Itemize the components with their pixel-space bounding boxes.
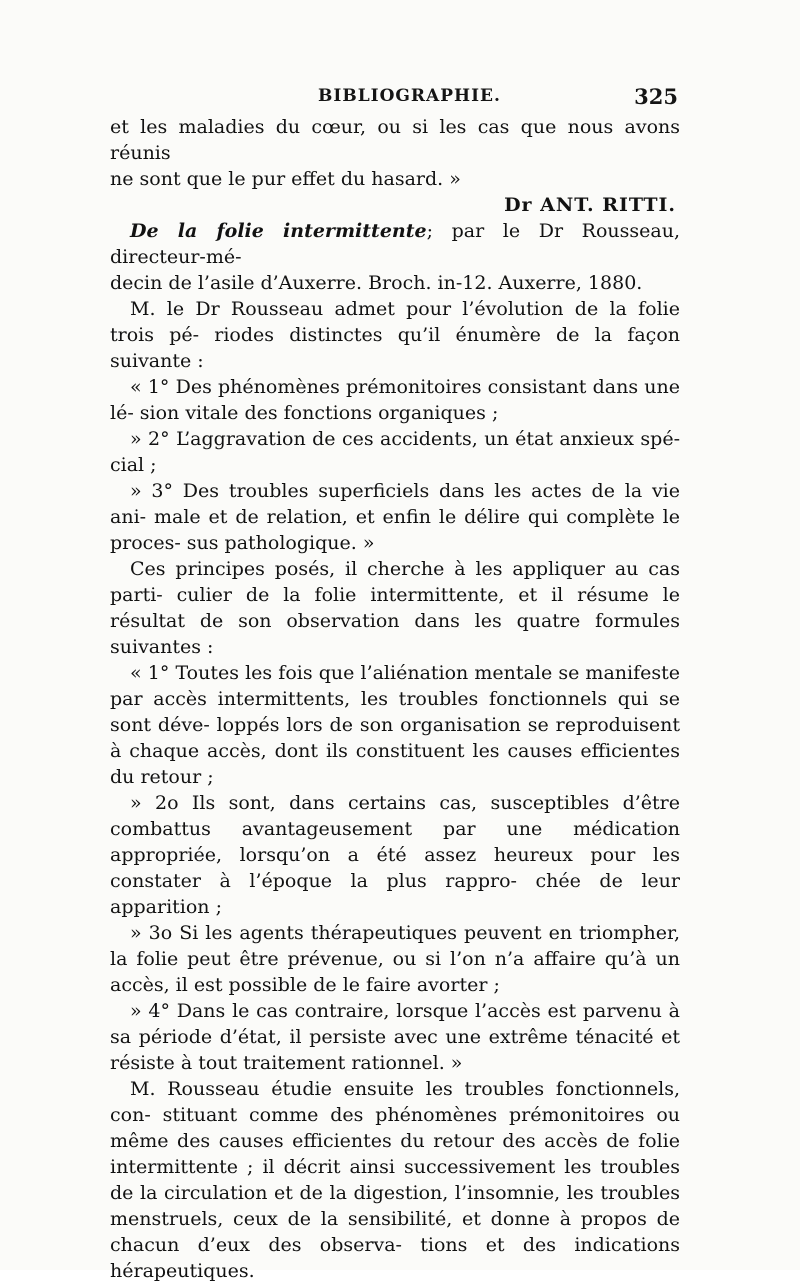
body-paragraph-4: » 3° Des troubles superficiels dans les actes de la vie ani- male et de relation, et enfin le délire qui complète le proces- sus pathologique. » [110,480,680,554]
opening-line-1: et les maladies du cœur, ou si les cas que nous avons réunis [110,116,680,164]
body-paragraph-9: » 4° Dans le cas contraire, lorsque l’accès est parvenu à sa période d’état, il persiste avec une extrême ténacité et résiste à tout traitement rationnel. » [110,1000,680,1074]
opening-line-2: ne sont que le pur effet du hasard. » [110,168,461,190]
body-paragraph-3: » 2° L’aggravation de ces accidents, un état anxieux spé- cial ; [110,428,680,476]
page-body [110,114,680,1284]
body-paragraph-6: « 1° Toutes les fois que l’aliénation mentale se manifeste par accès intermittents, les troubles fonctionnels qui se sont déve- loppés lors de son organisation se reproduisent à chaque accès, dont ils constituent les causes efficientes du retour ; [110,662,680,788]
page-number: 325 [634,84,678,109]
body-paragraph-8: » 3o Si les agents thérapeutiques peuvent en triompher, la folie peut être prévenue, ou si l’on n’a affaire qu’à un accès, il est possible de le faire avorter ; [110,922,680,996]
review-publication-line: decin de l’asile d’Auxerre. Broch. in-12. Auxerre, 1880. [110,272,643,294]
body-paragraph-1: M. le Dr Rousseau admet pour l’évolution de la folie trois pé- riodes distinctes qu’il énumère de la façon suivante : [110,298,680,372]
body-paragraph-10: M. Rousseau étudie ensuite les troubles fonctionnels, con- stituant comme des phénomènes prémonitoires ou même des causes efficientes du retour des accès de folie intermittente ; il décrit ainsi successivement les troubles de la circulation et de la digestion, l’insomnie, les troubles menstruels, ceux de la sensibilité, et donne à propos de chacun d’eux des observa- tions et des indications hérapeutiques. [110,1078,680,1282]
review-title-rest: ; par le Dr Rousseau, directeur-mé- [110,220,680,268]
review-title: De la folie intermittente [130,220,427,242]
page-header [110,86,680,116]
signature: Dr ANT. RITTI. [504,194,676,216]
body-paragraph-7: » 2o Ils sont, dans certains cas, susceptibles d’être combattus avantageusement par une médication appropriée, lorsqu’on a été assez heureux pour les constater à l’époque la plus rappro- chée de leur apparition ; [110,792,680,918]
review-title-block [110,218,680,270]
running-head: BIBLIOGRAPHIE. [318,86,501,106]
body-paragraph-5: Ces principes posés, il cherche à les appliquer au cas parti- culier de la folie intermittente, et il résume le résultat de son observation dans les quatre formules suivantes : [110,558,680,658]
body-paragraph-2: « 1° Des phénomènes prémonitoires consistant dans une lé- sion vitale des fonctions organiques ; [110,376,680,424]
